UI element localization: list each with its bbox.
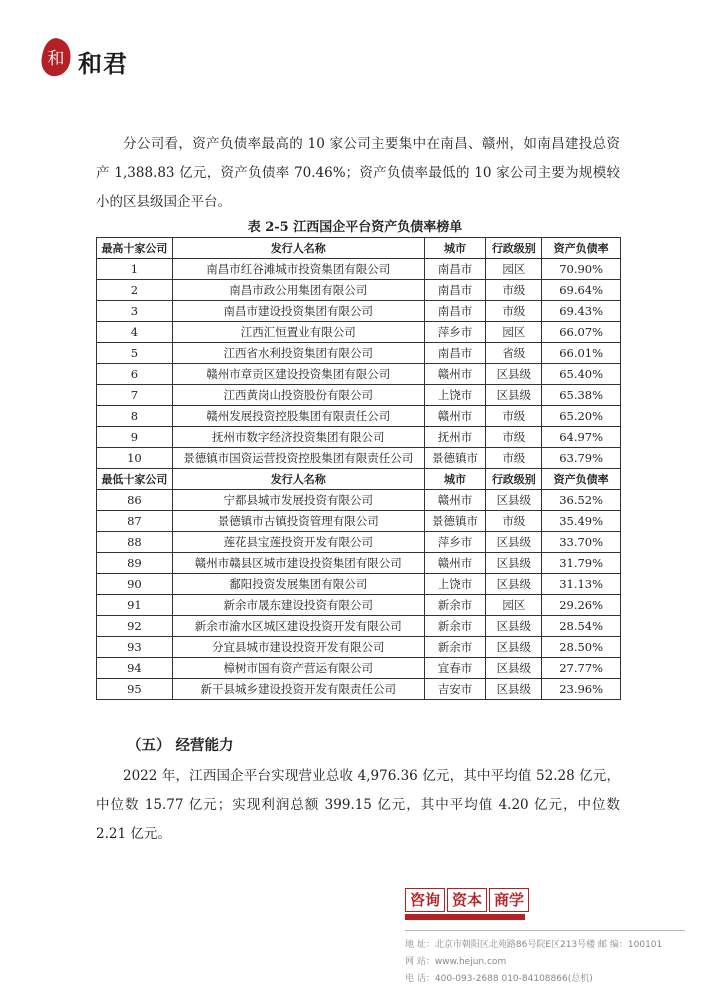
table-cell: 90 xyxy=(97,574,173,595)
table-cell: 区县级 xyxy=(486,553,542,574)
table-cell: 萍乡市 xyxy=(424,532,486,553)
table-row xyxy=(97,490,621,511)
table-cell: 69.43% xyxy=(542,301,621,322)
table-cell: 92 xyxy=(97,616,173,637)
table-cell: 赣州市赣县区城市建设投资集团有限公司 xyxy=(172,553,424,574)
table-cell: 区县级 xyxy=(486,574,542,595)
table-cell: 94 xyxy=(97,658,173,679)
table-cell: 65.38% xyxy=(542,385,621,406)
table-header-cell: 资产负债率 xyxy=(542,238,621,259)
table-cell: 赣州市 xyxy=(424,490,486,511)
table-cell: 赣州市 xyxy=(424,406,486,427)
table-cell: 31.79% xyxy=(542,553,621,574)
footer-band xyxy=(405,888,685,912)
section-heading: （五） 经营能力 xyxy=(127,737,234,754)
table-cell: 63.79% xyxy=(542,448,621,469)
table-row xyxy=(97,679,621,700)
table-header-cell: 城市 xyxy=(424,469,486,490)
table-cell: 新余市 xyxy=(424,637,486,658)
table-cell: 5 xyxy=(97,343,173,364)
table-cell: 23.96% xyxy=(542,679,621,700)
table-cell: 28.50% xyxy=(542,637,621,658)
table-cell: 区县级 xyxy=(486,658,542,679)
table-cell: 区县级 xyxy=(486,679,542,700)
svg-text:和: 和 xyxy=(47,49,65,69)
table-cell: 南昌市 xyxy=(424,343,486,364)
table-cell: 园区 xyxy=(486,322,542,343)
table-cell: 抚州市数字经济投资集团有限公司 xyxy=(172,427,424,448)
table-cell: 江西黄岗山投资股份有限公司 xyxy=(172,385,424,406)
table-cell: 新干县城乡建设投资开发有限责任公司 xyxy=(172,679,424,700)
brand-logo xyxy=(38,36,148,86)
table-row xyxy=(97,406,621,427)
table-cell: 35.49% xyxy=(542,511,621,532)
table-cell: 赣州市 xyxy=(424,553,486,574)
table-title: 表 2-5 江西国企平台资产负债率榜单 xyxy=(247,220,463,235)
table-cell: 36.52% xyxy=(542,490,621,511)
table-cell: 景德镇市古镇投资管理有限公司 xyxy=(172,511,424,532)
table-cell: 新余市 xyxy=(424,616,486,637)
footer-phone: 电 话：400-093-2688 010-84108866(总机) xyxy=(405,974,593,984)
table-cell: 91 xyxy=(97,595,173,616)
table-cell: 93 xyxy=(97,637,173,658)
table-cell: 鄱阳投资发展集团有限公司 xyxy=(172,574,424,595)
table-cell: 区县级 xyxy=(486,616,542,637)
table-cell: 宜春市 xyxy=(424,658,486,679)
table-cell: 2 xyxy=(97,280,173,301)
table-row xyxy=(97,364,621,385)
table-cell: 89 xyxy=(97,553,173,574)
table-cell: 抚州市 xyxy=(424,427,486,448)
table-row xyxy=(97,553,621,574)
table-cell: 市级 xyxy=(486,427,542,448)
table-cell: 上饶市 xyxy=(424,574,486,595)
table-cell: 区县级 xyxy=(486,532,542,553)
table-cell: 87 xyxy=(97,511,173,532)
table-cell: 新余市渝水区城区建设投资开发有限公司 xyxy=(172,616,424,637)
table-row xyxy=(97,280,621,301)
table-cell: 南昌市建设投资集团有限公司 xyxy=(172,301,424,322)
table-header-cell: 城市 xyxy=(424,238,486,259)
table-cell: 市级 xyxy=(486,448,542,469)
table-cell: 33.70% xyxy=(542,532,621,553)
table-cell: 赣州发展投资控股集团有限责任公司 xyxy=(172,406,424,427)
intro-paragraph: 分公司看，资产负债率最高的 10 家公司主要集中在南昌、赣州，如南昌建投总资产 1,388.83 亿元，资产负债率 70.46%；资产负债率最低的 10 家公司主要为规模较小的区县级国企平台。 xyxy=(96,136,620,210)
table-cell: 69.64% xyxy=(542,280,621,301)
table-cell: 27.77% xyxy=(542,658,621,679)
table-cell: 南昌市 xyxy=(424,259,486,280)
table-cell: 10 xyxy=(97,448,173,469)
table-header-row xyxy=(97,238,621,259)
table-cell: 吉安市 xyxy=(424,679,486,700)
table-cell: 景德镇市 xyxy=(424,448,486,469)
table-cell: 景德镇市 xyxy=(424,511,486,532)
liability-ranking-table xyxy=(96,237,621,700)
table-cell: 江西汇恒置业有限公司 xyxy=(172,322,424,343)
table-cell: 66.07% xyxy=(542,322,621,343)
table-cell: 赣州市 xyxy=(424,364,486,385)
table-cell: 95 xyxy=(97,679,173,700)
table-cell: 65.40% xyxy=(542,364,621,385)
brand-seal-icon xyxy=(38,36,74,78)
table-cell: 6 xyxy=(97,364,173,385)
table-cell: 区县级 xyxy=(486,637,542,658)
table-cell: 宁都县城市发展投资有限公司 xyxy=(172,490,424,511)
table-cell: 园区 xyxy=(486,595,542,616)
table-cell: 市级 xyxy=(486,301,542,322)
footer-band-consulting: 咨询 xyxy=(405,888,445,912)
table-cell: 新余市 xyxy=(424,595,486,616)
table-cell: 分宜县城市建设投资开发有限公司 xyxy=(172,637,424,658)
table-cell: 65.20% xyxy=(542,406,621,427)
table-cell: 66.01% xyxy=(542,343,621,364)
table-cell: 7 xyxy=(97,385,173,406)
table-cell: 南昌市 xyxy=(424,301,486,322)
table-row xyxy=(97,637,621,658)
table-cell: 4 xyxy=(97,322,173,343)
table-cell: 29.26% xyxy=(542,595,621,616)
table-cell: 88 xyxy=(97,532,173,553)
section-paragraph: 2022 年，江西国企平台实现营业总收 4,976.36 亿元，其中平均值 52.28 亿元，中位数 15.77 亿元；实现利润总额 399.15 亿元，其中平均值 4.20 亿元，中位数 2.21 亿元。 xyxy=(96,768,620,842)
table-cell: 28.54% xyxy=(542,616,621,637)
table-cell: 景德镇市国资运营投资控股集团有限责任公司 xyxy=(172,448,424,469)
table-row xyxy=(97,259,621,280)
table-row xyxy=(97,595,621,616)
footer-divider xyxy=(405,930,685,931)
table-row xyxy=(97,532,621,553)
table-header-row xyxy=(97,469,621,490)
table-cell: 萍乡市 xyxy=(424,322,486,343)
table-cell: 樟树市国有资产营运有限公司 xyxy=(172,658,424,679)
table-header-cell: 资产负债率 xyxy=(542,469,621,490)
table-cell: 江西省水利投资集团有限公司 xyxy=(172,343,424,364)
table-cell: 区县级 xyxy=(486,364,542,385)
table-cell: 区县级 xyxy=(486,490,542,511)
footer-band-underline xyxy=(405,914,525,920)
table-cell: 市级 xyxy=(486,511,542,532)
table-cell: 8 xyxy=(97,406,173,427)
table-cell: 南昌市红谷滩城市投资集团有限公司 xyxy=(172,259,424,280)
table-row xyxy=(97,448,621,469)
table-row xyxy=(97,427,621,448)
table-cell: 86 xyxy=(97,490,173,511)
table-row xyxy=(97,343,621,364)
table-row xyxy=(97,301,621,322)
table-cell: 31.13% xyxy=(542,574,621,595)
table-header-cell: 最低十家公司 xyxy=(97,469,173,490)
footer-address: 地 址：北京市朝阳区北苑路86号院E区213号楼 邮 编：100101 xyxy=(405,940,663,950)
table-cell: 64.97% xyxy=(542,427,621,448)
table-cell: 市级 xyxy=(486,406,542,427)
table-cell: 70.90% xyxy=(542,259,621,280)
table-cell: 莲花县宝莲投资开发有限公司 xyxy=(172,532,424,553)
table-cell: 9 xyxy=(97,427,173,448)
table-cell: 区县级 xyxy=(486,385,542,406)
table-cell: 3 xyxy=(97,301,173,322)
footer-band-business-school: 商学 xyxy=(489,888,529,912)
table-header-cell: 行政级别 xyxy=(486,238,542,259)
table-header-cell: 发行人名称 xyxy=(172,469,424,490)
table-cell: 赣州市章贡区建设投资集团有限公司 xyxy=(172,364,424,385)
table-row xyxy=(97,322,621,343)
table-cell: 1 xyxy=(97,259,173,280)
table-cell: 南昌市政公用集团有限公司 xyxy=(172,280,424,301)
table-row xyxy=(97,574,621,595)
table-header-cell: 最高十家公司 xyxy=(97,238,173,259)
footer xyxy=(405,888,685,988)
footer-band-capital: 资本 xyxy=(447,888,487,912)
table-row xyxy=(97,385,621,406)
footer-website[interactable]: 网 站：www.hejun.com xyxy=(405,957,507,967)
table-cell: 上饶市 xyxy=(424,385,486,406)
table-row xyxy=(97,511,621,532)
table-row xyxy=(97,616,621,637)
table-cell: 省级 xyxy=(486,343,542,364)
table-cell: 市级 xyxy=(486,280,542,301)
table-row xyxy=(97,658,621,679)
table-cell: 园区 xyxy=(486,259,542,280)
table-cell: 南昌市 xyxy=(424,280,486,301)
table-header-cell: 发行人名称 xyxy=(172,238,424,259)
brand-name: 和君 xyxy=(78,50,128,78)
table-cell: 新余市晟东建设投资有限公司 xyxy=(172,595,424,616)
table-header-cell: 行政级别 xyxy=(486,469,542,490)
